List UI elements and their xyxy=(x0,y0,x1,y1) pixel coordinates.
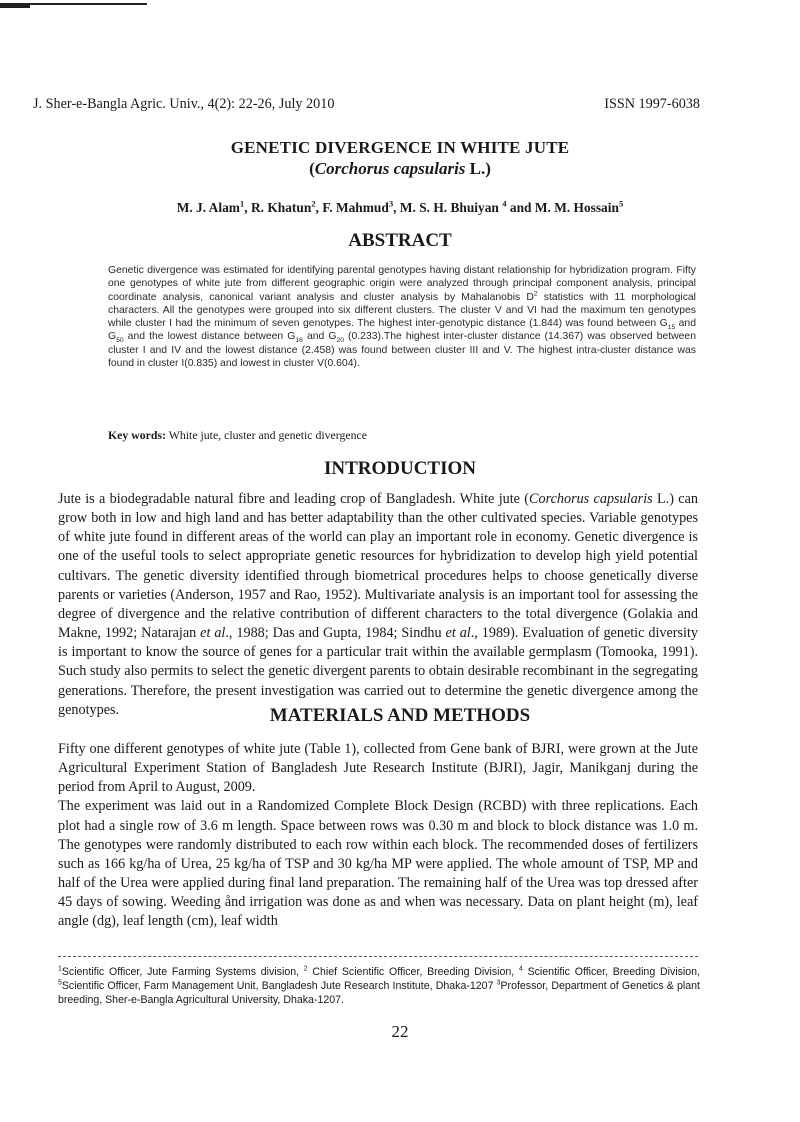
methods-paragraph: Fifty one different genotypes of white jute (Table 1), collected from Gene bank of BJRI, were grown at the Jute Agricultural Experiment Station of Bangladesh Jute Research Institute (BJRI), Jagir, Manikganj during the period from April to August, 2009. xyxy=(58,741,698,796)
methods-paragraph: The experiment was laid out in a Randomized Complete Block Design (RCBD) with three replications. Each plot had a single row of 3.6 m length. Space between rows was 0.30 m and block to block distance was 1.0 m. The genotypes were randomly distributed to each row within each block. The recommended doses of fertilizers such as 166 kg/ha of Urea, 25 kg/ha of TSP and 30 kg/ha MP were applied. The whole amount of TSP, MP and half of the Urea were applied during final land preparation. The remaining half of the Urea was top dressed after 45 days of sowing. Weeding ånd irrigation was done as and when was necessary. Data on plant height (m), leaf angle (dg), leaf length (cm), leaf width xyxy=(58,798,698,930)
journal-citation: J. Sher-e-Bangla Agric. Univ., 4(2): 22-26, July 2010 xyxy=(33,96,335,112)
paper-subtitle: (Corchorus capsularis L.) xyxy=(309,159,491,178)
author: M. M. Hossain xyxy=(534,200,619,215)
species-name: Corchorus capsularis xyxy=(314,159,466,178)
paper-title: GENETIC DIVERGENCE IN WHITE JUTE xyxy=(230,138,570,157)
author: M. J. Alam xyxy=(176,200,240,215)
introduction-paragraph: Jute is a biodegradable natural fibre and leading crop of Bangladesh. White jute (Corchorus capsularis L.) can grow both in low and high land and has better adaptability than the other cultivated species. Variable genotypes of white jute found in different areas of the world can play an important role in economy. Genetic divergence is one of the useful tools to select appropriate genetic resources for hybridization to develop high yield potential cultivars. The genetic diversity identified through biometrical procedures helps to choose genetically diverse parents or varieties (Anderson, 1957 and Rao, 1952). Multivariate analysis is an important tool for assessing the degree of divergence and the relative contribution of different characters to the total divergence (Golakia and Makne, 1992; Natarajan et al., 1988; Das and Gupta, 1984; Sindhu et al., 1989). Evaluation of genetic diversity is important to know the source of genes for a particular trait within the available germplasm (Tomooka, 1991). Such study also permits to select the genetic divergent parents to obtain desirable recombinant in the segregating generations. Therefore, the present investigation was carried out to determine the genetic divergence among the genotypes. xyxy=(58,491,698,718)
footnote-divider xyxy=(58,956,698,958)
author: M. S. H. Bhuiyan xyxy=(399,200,503,215)
author-affiliations-footnote: $^1$Scientific Officer, Jute Farming Systems division, $^2$ Chief Scientific Officer, Breeding Division, $^4$ Scientific Officer, Breeding Division, $^5$Scientific Officer, Farm Management Unit, Bangladesh Jute Research Institute, Dhaka-1207 $^3$Professor, Department of Genetics & plant breeding, Sher-e-Bangla Agricultural University, Dhaka-1207. xyxy=(58,965,701,1006)
methods-section xyxy=(58,740,698,932)
abstract-heading: ABSTRACT xyxy=(348,230,452,251)
author: R. Khatun xyxy=(250,200,312,215)
abstract-text: Genetic divergence was estimated for identifying parental genotypes having distant relationship for hybridization program. Fifty one genotypes of white jute from different geographic origin were analyzed through principal component analysis, principal coordinate analysis, canonical variant analysis and cluster analysis by Mahalanobis $D^2$ statistics with 11 morphological characters. All the genotypes were grouped into six different clusters. The cluster V and VI had the maximum ten genotypes while cluster I had the minimum of seven genotypes. The highest inter-genotypic distance (1.844) was found between $G_{15}$ and $G_{50}$ and the lowest distance between $G_{16}$ and $G_{20}$ (0.233).The highest inter-cluster distance (14.367) was observed between cluster I and IV and the lowest distance (2.458) was found between cluster III and V. The highest intra-cluster distance was found in cluster I(0.835) and lowest in cluster V(0.604). xyxy=(108,265,696,370)
scan-edge-mark xyxy=(0,5,30,8)
keywords xyxy=(108,428,367,443)
introduction-heading: INTRODUCTION xyxy=(323,458,477,479)
author-list: M. J. Alam$^1$, R. Khatun$^2$, F. Mahmud$^3$, M. S. H. Bhuiyan $^4$ and M. M. Hossain$^5$ xyxy=(176,198,624,215)
author: F. Mahmud xyxy=(322,200,389,215)
page-number: 22 xyxy=(391,1022,409,1041)
keywords-label: Key words: xyxy=(108,428,166,442)
methods-heading: MATERIALS AND METHODS xyxy=(269,705,531,726)
issn: ISSN 1997-6038 xyxy=(604,96,700,112)
keywords-text: White jute, cluster and genetic divergence xyxy=(166,428,368,442)
